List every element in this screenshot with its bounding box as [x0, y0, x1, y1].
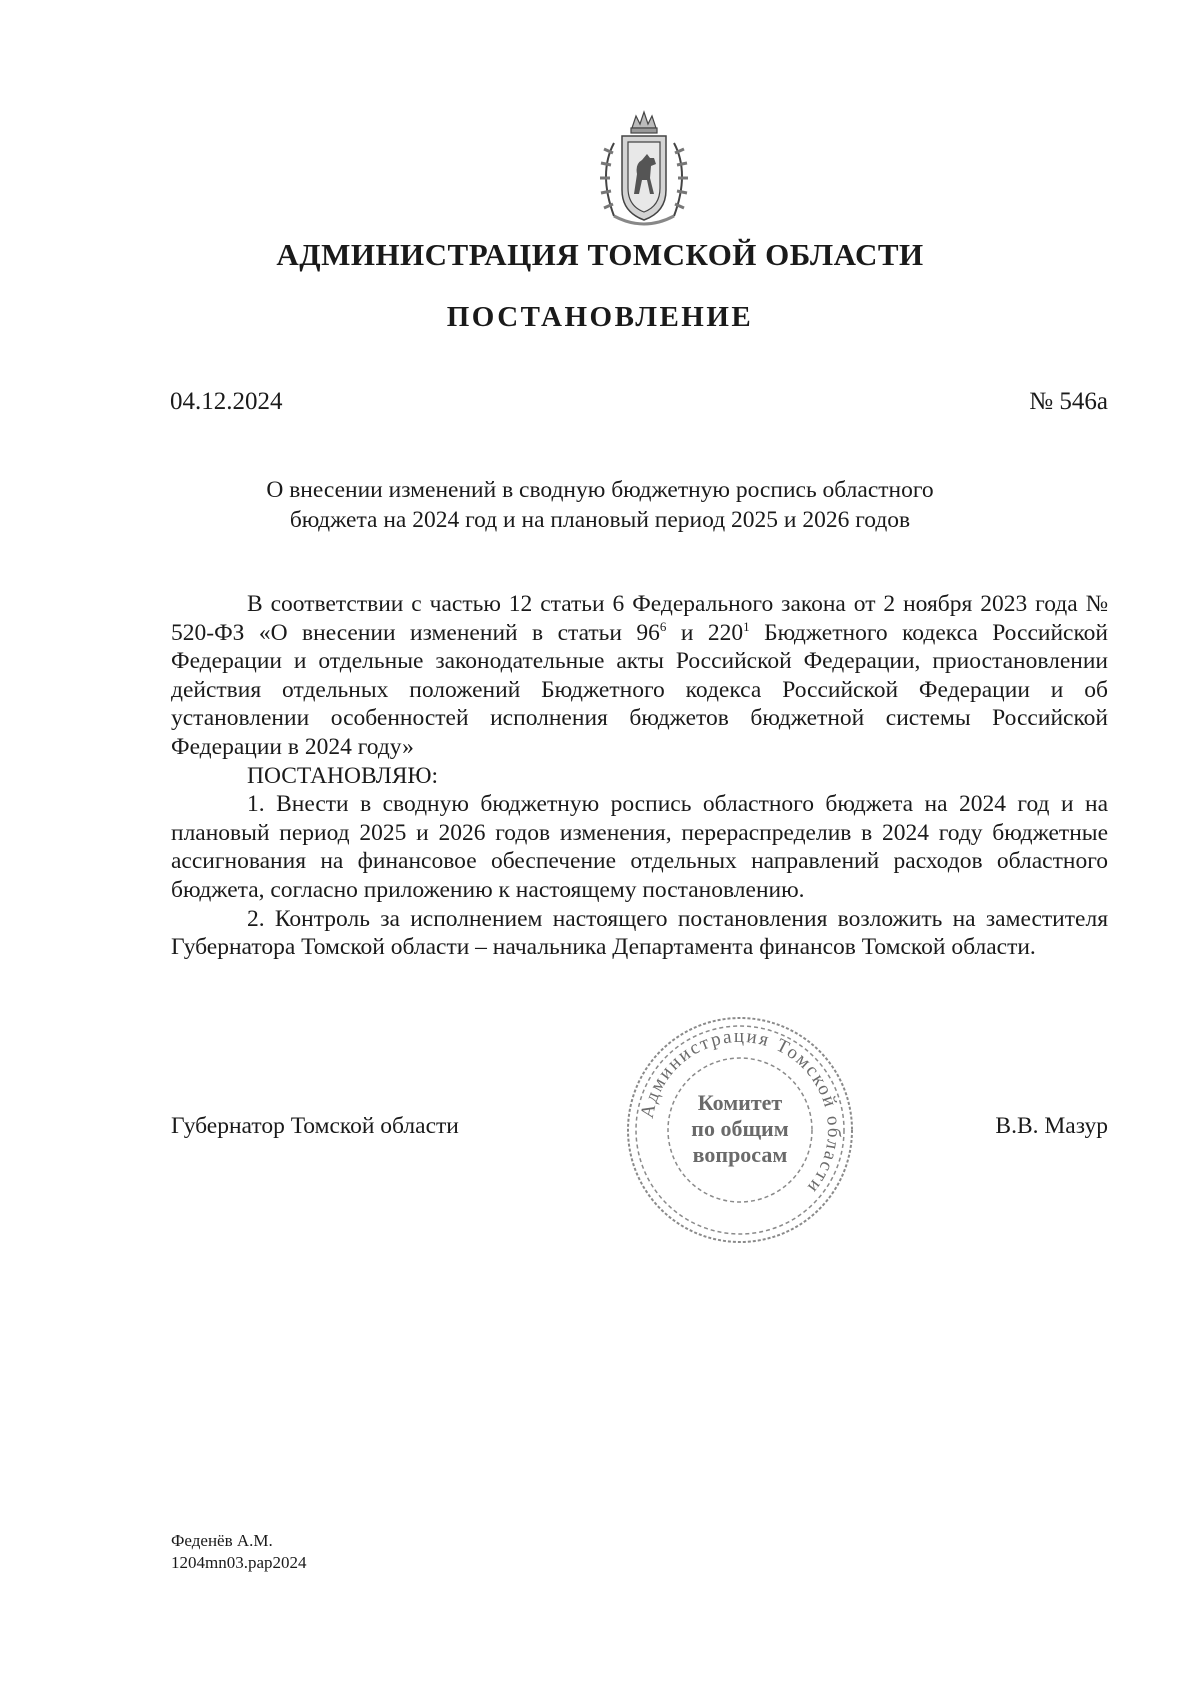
stamp-ring-text: Администрация Томской области	[636, 1025, 845, 1199]
preamble-text-3: Бюджетного кодекса Российской Федерации и отдельные законодательные акты Российской Федерации, приостановлении действия отдельных положений Бюджетного кодекса Российской Федерации и об установлении особенностей исполнения бюджетов бюджетной системы Российской Федерации в 2024 году»	[171, 619, 1109, 760]
subject-line-1: О внесении изменений в сводную бюджетную роспись областного	[266, 477, 934, 503]
stamp-center-line-2: по общим	[691, 1116, 789, 1141]
preamble-text-2: и 220	[666, 619, 744, 646]
document-footer	[171, 1530, 307, 1574]
organization-title: АДМИНИСТРАЦИЯ ТОМСКОЙ ОБЛАСТИ	[276, 237, 924, 272]
stamp-center-line-3: вопросам	[692, 1142, 788, 1167]
file-code: 1204mn03.pap2024	[171, 1553, 307, 1572]
preamble-text-1: В соответствии с частью 12 статьи 6 Федерального закона от 2 ноября 2023 года № 520-ФЗ «О внесении изменений в статьи 96	[171, 591, 1108, 646]
document-date: 04.12.2024	[170, 388, 283, 415]
executor-name: Феденёв А.М.	[171, 1531, 273, 1550]
preamble-superscript-2: 1	[743, 618, 750, 634]
item-2-paragraph: 2. Контроль за исполнением настоящего постановления возложить на заместителя Губернатора Томской области – начальника Департамента финансов Томской области.	[171, 905, 1108, 961]
subject-line-2: бюджета на 2024 год и на плановый период 2025 и 2026 годов	[289, 507, 911, 533]
coat-of-arms-icon	[584, 108, 704, 238]
preamble-paragraph	[171, 590, 1108, 762]
signatory-role: Губернатор Томской области	[171, 1113, 459, 1139]
document-number: № 546а	[1029, 388, 1108, 415]
document-type-title: ПОСТАНОВЛЕНИЕ	[446, 301, 754, 333]
resolve-paragraph: ПОСТАНОВЛЯЮ:	[247, 762, 439, 789]
preamble-superscript-1: 6	[659, 618, 667, 634]
item-1-paragraph: 1. Внести в сводную бюджетную роспись областного бюджета на 2024 год и на плановый период 2025 и 2026 годов изменения, перераспределив в 2024 году бюджетные ассигнования на финансовое обеспечение отдельных направлений расходов областного бюджета, согласно приложению к настоящему постановлению.	[171, 791, 1108, 903]
document-subject	[0, 475, 1200, 535]
document-body	[171, 590, 1108, 962]
stamp-center-line-1: Комитет	[697, 1090, 783, 1115]
official-stamp-icon	[625, 1015, 855, 1245]
signatory-name: В.В. Мазур	[995, 1113, 1108, 1139]
